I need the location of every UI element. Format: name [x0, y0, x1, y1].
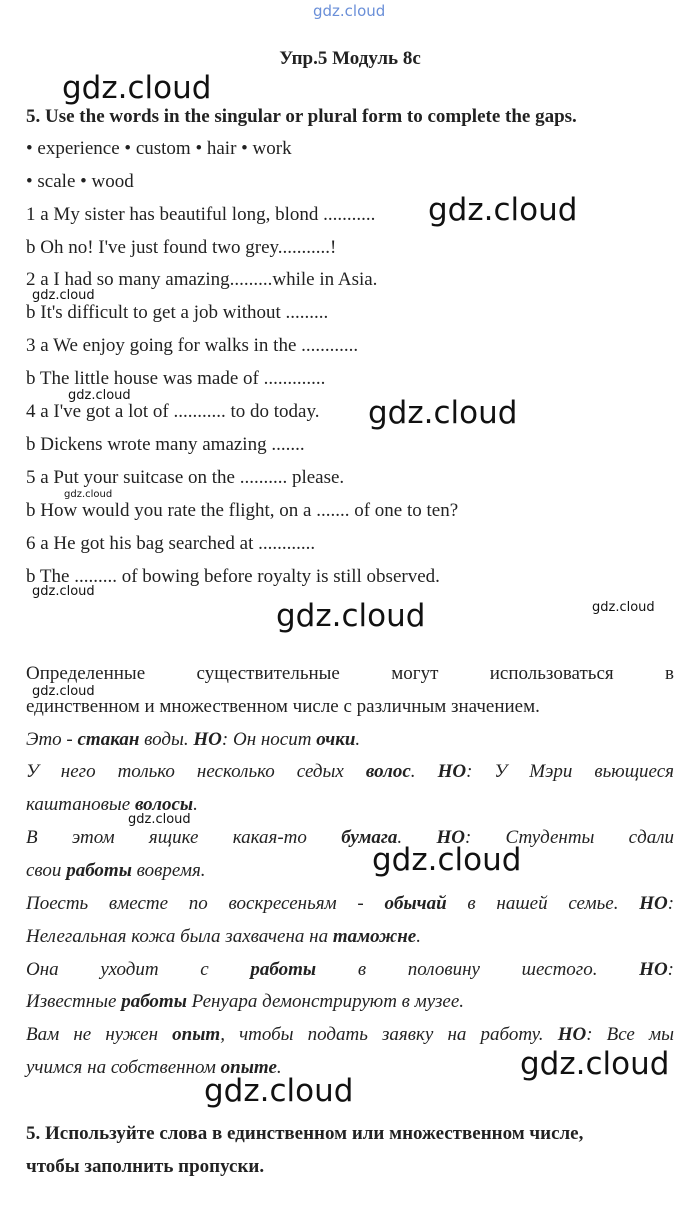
watermark: gdz.cloud	[128, 812, 191, 827]
watermark: gdz.cloud	[32, 684, 95, 699]
watermark: gdz.cloud	[276, 598, 426, 634]
watermark: gdz.cloud	[520, 1046, 670, 1082]
watermark: gdz.cloud	[204, 1073, 354, 1109]
sentence: b It's difficult to get a job without .........	[26, 302, 329, 323]
sentence: b How would you rate the flight, on a ....... of one to ten?	[26, 500, 459, 521]
sentence: 6 a He got his bag searched at ............	[26, 533, 316, 554]
example-line: каштановые волосы.	[26, 794, 198, 815]
sentence: b The little house was made of .............	[26, 368, 326, 389]
watermark: gdz.cloud	[32, 584, 95, 599]
sentence: b Dickens wrote many amazing .......	[26, 434, 305, 455]
watermark: gdz.cloud	[428, 192, 578, 228]
watermark: gdz.cloud	[64, 489, 113, 500]
watermark: gdz.cloud	[368, 395, 518, 431]
sentence: 5 a Put your suitcase on the .......... please.	[26, 467, 345, 488]
explanation-intro: Определенные существительные могут использоваться в	[26, 663, 674, 684]
sentence: 4 a I've got a lot of ........... to do today.	[26, 401, 320, 422]
example-line: Нелегальная кожа была захвачена на таможне.	[26, 926, 421, 947]
example-line: свои работы вовремя.	[26, 860, 206, 881]
watermark: gdz.cloud	[372, 842, 522, 878]
watermark: gdz.cloud	[62, 70, 212, 106]
ru-task-heading: чтобы заполнить пропуски.	[26, 1156, 265, 1177]
watermark-top: gdz.cloud	[313, 2, 386, 20]
explanation-intro: единственном и множественном числе с различным значением.	[26, 696, 540, 717]
example-line: Она уходит с работы в половину шестого. НО:	[26, 959, 674, 980]
word-bank-line: • scale • wood	[26, 171, 134, 192]
watermark: gdz.cloud	[592, 600, 655, 615]
example-line: В этом ящике какая-то бумага. НО: Студенты сдали	[26, 827, 675, 848]
example-line: Это - стакан воды. НО: Он носит очки.	[26, 729, 361, 750]
sentence: 3 a We enjoy going for walks in the ............	[26, 335, 359, 356]
sentence: b Oh no! I've just found two grey...........!	[26, 237, 337, 258]
example-line: Вам не нужен опыт, чтобы подать заявку на работу. НО: Все мы	[26, 1024, 674, 1045]
watermark: gdz.cloud	[32, 288, 95, 303]
watermark: gdz.cloud	[68, 388, 131, 403]
example-line: Поесть вместе по воскресеньям - обычай в нашей семье. НО:	[26, 893, 675, 914]
example-line: Известные работы Ренуара демонстрируют в музее.	[26, 991, 465, 1012]
word-bank-line: • experience • custom • hair • work	[26, 138, 292, 159]
sentence: 2 a I had so many amazing.........while in Asia.	[26, 269, 378, 290]
ru-task-heading: 5. Используйте слова в единственном или множественном числе,	[26, 1123, 584, 1144]
page-title: Упр.5 Модуль 8с	[279, 48, 421, 69]
task-heading: 5. Use the words in the singular or plural form to complete the gaps.	[26, 106, 577, 127]
sentence: b The ......... of bowing before royalty is still observed.	[26, 566, 440, 587]
example-line: У него только несколько седых волос. НО: У Мэри вьющиеся	[26, 761, 674, 782]
example-line: учимся на собственном опыте.	[26, 1057, 282, 1078]
sentence: 1 a My sister has beautiful long, blond ...........	[26, 204, 376, 225]
